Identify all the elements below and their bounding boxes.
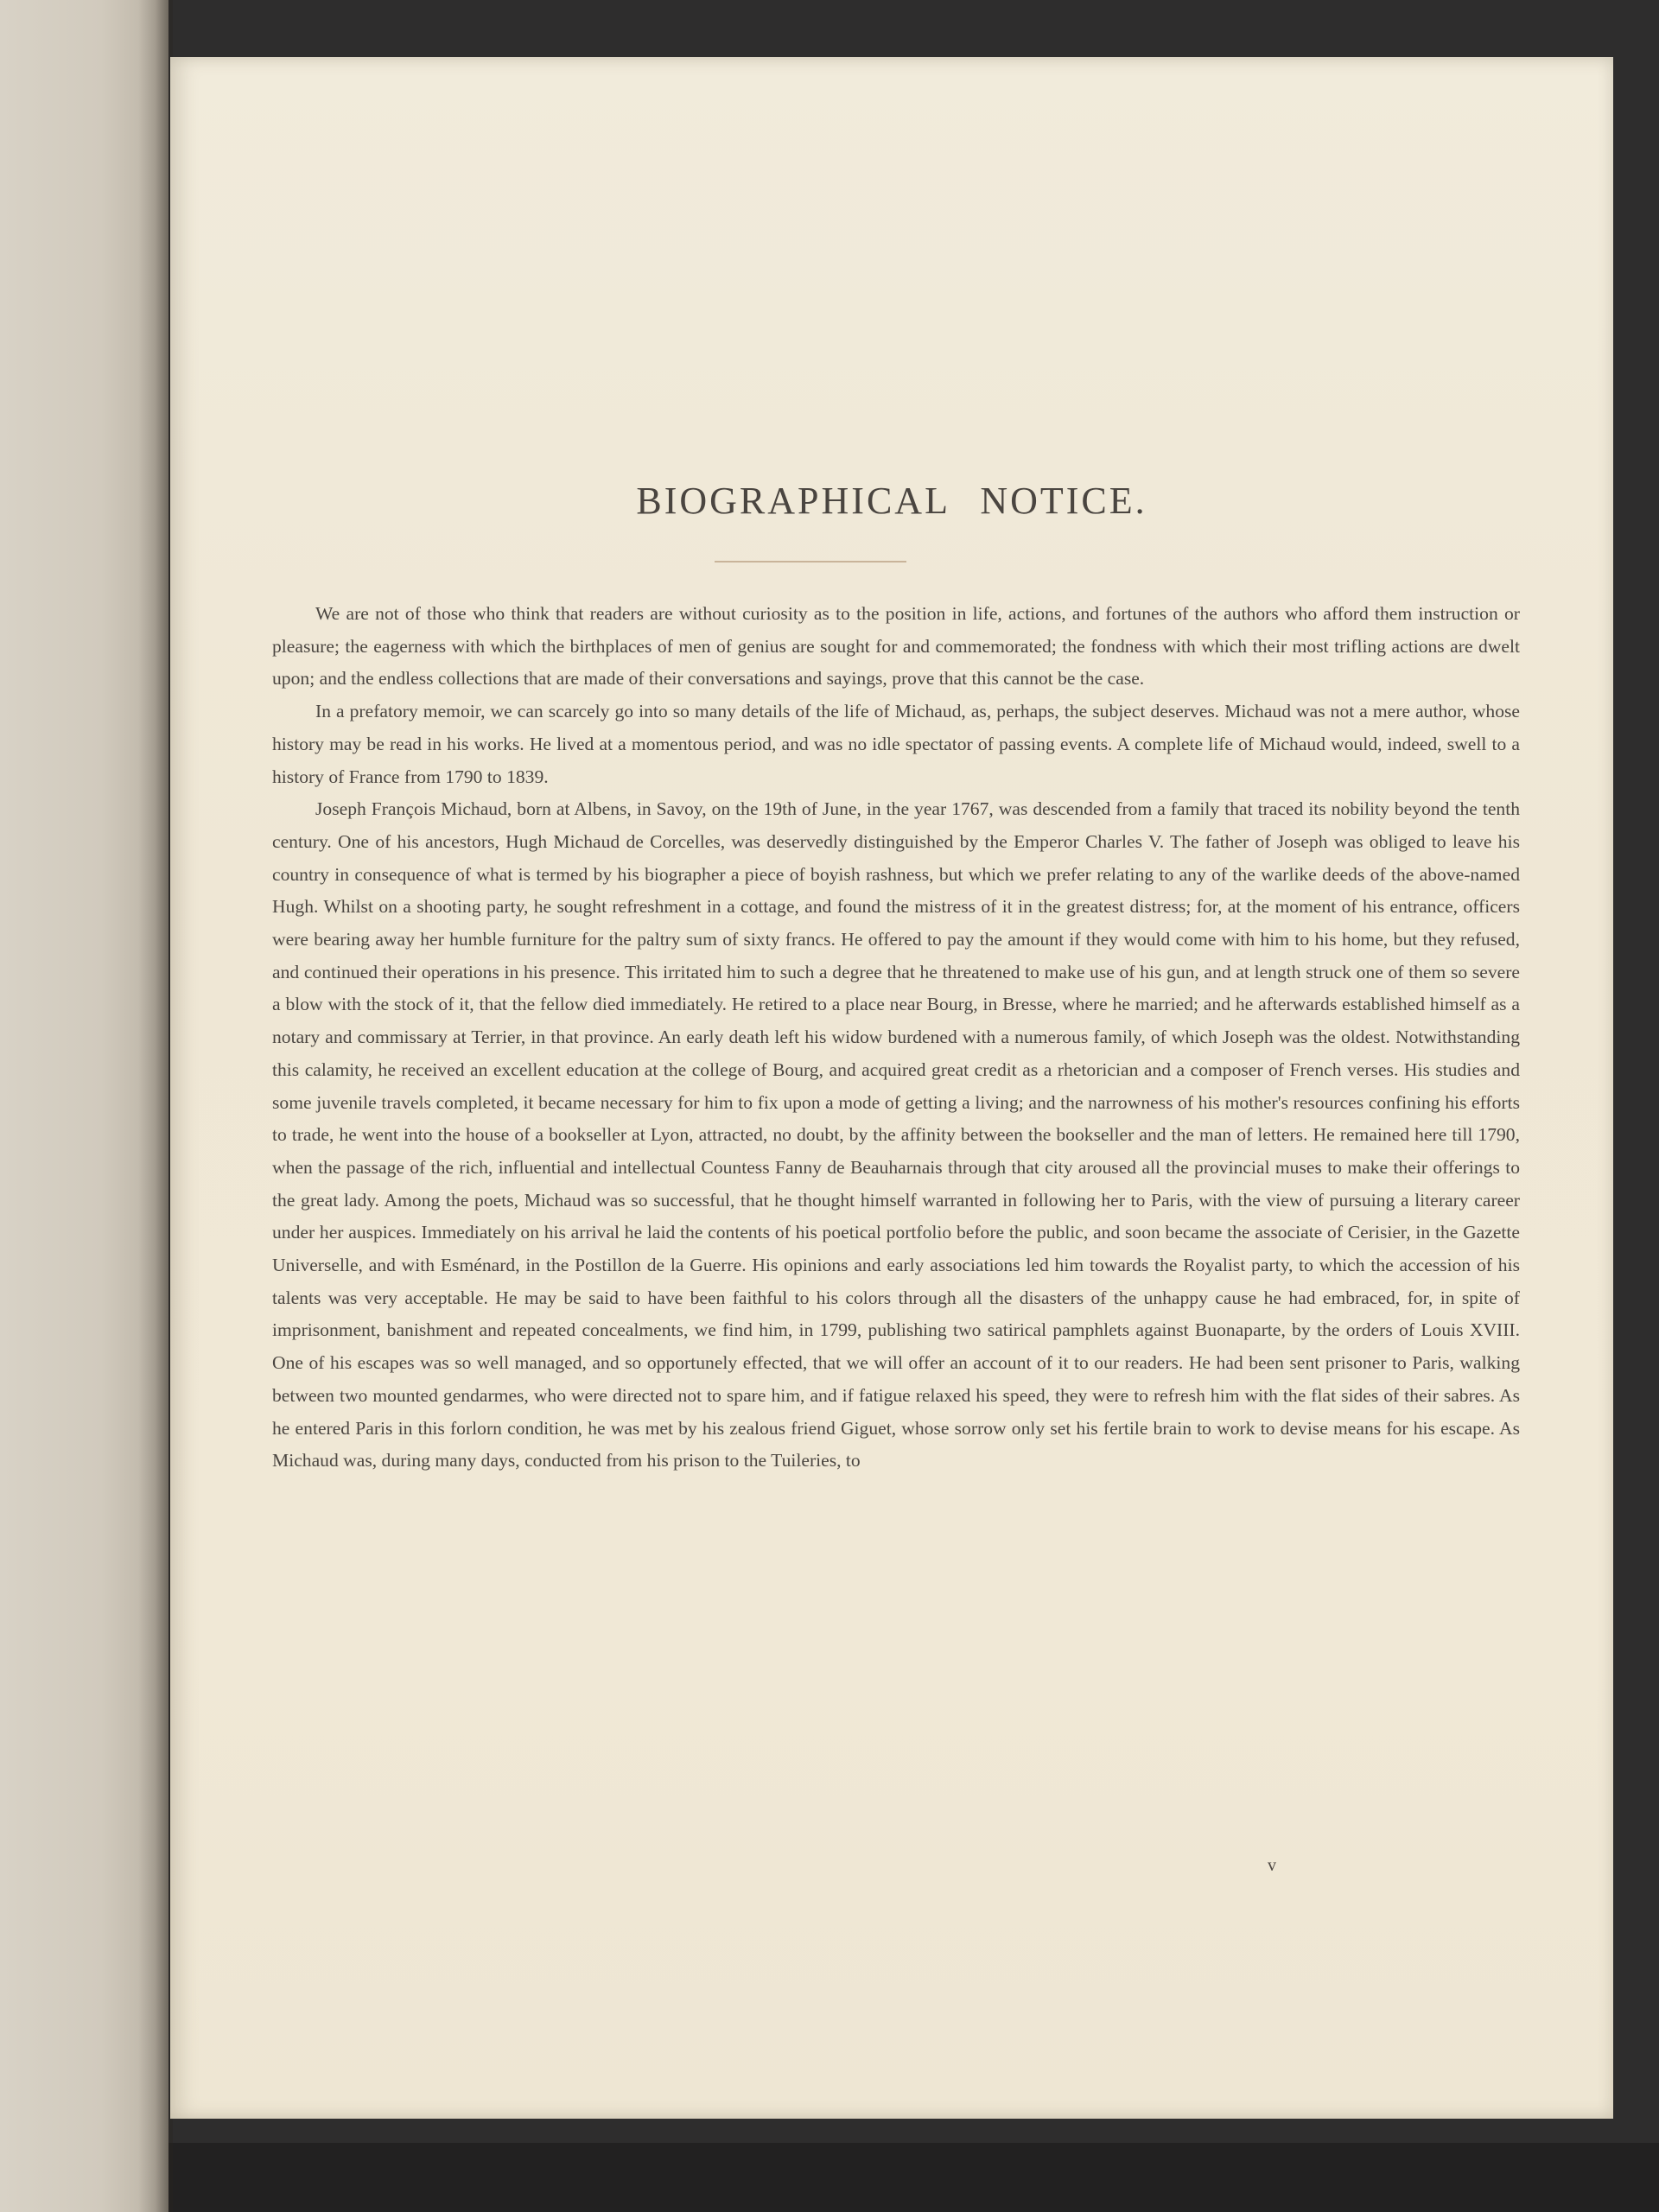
gutter-shadow	[138, 0, 173, 2212]
paragraph: In a prefatory memoir, we can scarcely go into so many details of the life of Michaud, as, perhaps, the subject deserves. Michaud was not a mere author, whose history may be read in his works. He lived at a momentous period, and was no idle spectator of passing events. A complete life of Michaud would, indeed, swell to a history of France from 1790 to 1839.	[272, 701, 1520, 787]
title-divider	[715, 561, 906, 563]
page-title: BIOGRAPHICAL NOTICE.	[636, 480, 1147, 522]
paragraph: Joseph François Michaud, born at Albens, in Savoy, on the 19th of June, in the year 1767, was descended from a family that traced its nobility beyond the tenth century. One of his ancestors, Hugh Michaud de Corcelles, was deservedly distinguished by the Emperor Charles V. The father of Joseph was obliged to leave his country in consequence of what is termed by his biographer a piece of boyish rashness, but which we prefer relating to any of the warlike deeds of the above-named Hugh. Whilst on a shooting party, he sought refreshment in a cottage, and found the mistress of it in the greatest distress; for, at the moment of his entrance, officers were bearing away her humble furniture for the paltry sum of sixty francs. He offered to pay the amount if they would come with him to his home, but they refused, and continued their operations in his presence. This irritated him to such a degree that he threatened to make use of his gun, and at length struck one of them so severe a blow with the stock of it, that the fellow died immediately. He retired to a place near Bourg, in Bresse, where he married; and he afterwards established himself as a notary and commissary at Terrier, in that province. An early death left his widow burdened with a numerous family, of which Joseph was the oldest. Notwithstanding this calamity, he received an excellent education at the college of Bourg, and acquired great credit as a rhetorician and a composer of French verses. His studies and some juvenile travels completed, it became necessary for him to fix upon a mode of getting a living; and the narrowness of his mother's resources confining his efforts to trade, he went into the house of a bookseller at Lyon, attracted, no doubt, by the affinity between the bookseller and the man of letters. He remained here till 1790, when the passage of the rich, influential and intellectual Countess Fanny de Beauharnais through that city aroused all the provincial muses to make their offerings to the great lady. Among the poets, Michaud was so successful, that he thought himself warranted in following her to Paris, with the view of pursuing a literary career under her auspices. Immediately on his arrival he laid the contents of his poetical portfolio before the public, and soon became the associate of Cerisier, in the Gazette Universelle, and with Esménard, in the Postillon de la Guerre. His opinions and early associations led him towards the Royalist party, to which the accession of his talents was very acceptable. He may be said to have been faithful to his colors through all the disasters of the unhappy cause he had embraced, for, in spite of imprisonment, banishment and repeated concealments, we find him, in 1799, publishing two satirical pamphlets against Buonaparte, by the orders of Louis XVIII. One of his escapes was so well managed, and so opportunely effected, that we will offer an account of it to our readers. He had been sent prisoner to Paris, walking between two mounted gendarmes, who were directed not to spare him, and if fatigue relaxed his speed, they were to refresh him with the flat sides of their sabres. As he entered Paris in this forlorn condition, he was met by his zealous friend Giguet, whose sorrow only set his fertile brain to work to devise means for his escape. As Michaud was, during many days, conducted from his prison to the Tuileries, to	[272, 798, 1520, 1471]
body-text	[272, 598, 1520, 1478]
page-number: v	[1268, 1856, 1276, 1875]
paragraph: We are not of those who think that readers are without curiosity as to the position in life, actions, and fortunes of the authors who afford them instruction or pleasure; the eagerness with which the birthplaces of men of genius are sought for and commemorated; the fondness with which their most trifling actions are dwelt upon; and the endless collections that are made of their conversations and sayings, prove that this cannot be the case.	[272, 603, 1520, 690]
book-page	[170, 57, 1613, 2119]
backdrop	[0, 2143, 1659, 2212]
